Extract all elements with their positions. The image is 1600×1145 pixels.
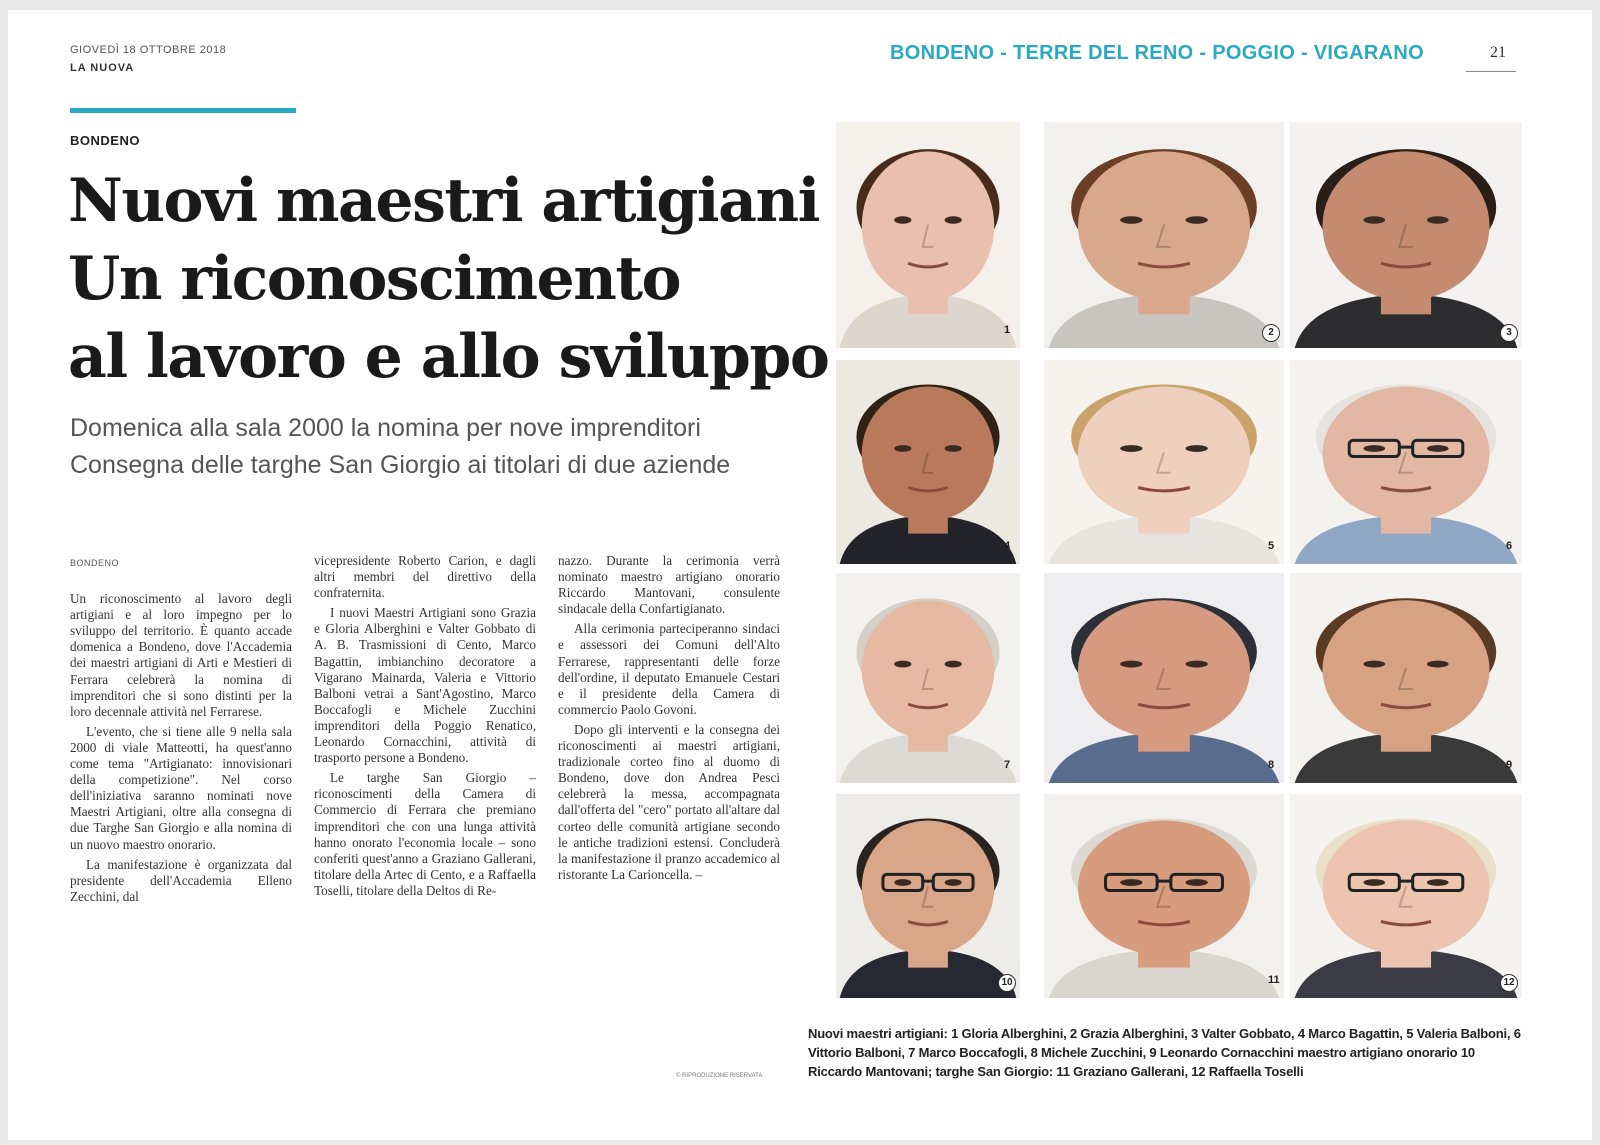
issue-date: GIOVEDÌ 18 OTTOBRE 2018 — [70, 44, 227, 56]
portrait-photo — [836, 122, 1020, 348]
paragraph: L'evento, che si tiene alle 9 nella sala 2000 di viale Matteotti, ha quest'anno come tema "Artigianato: innovisionari della competizione". Nel corso dell'iniziativa saranno nominati nove Maestri Artigiani, oltre alla consegna di due Targhe San Giorgio e alla nomina di un nuovo maestro onorario. — [70, 723, 292, 852]
portrait-image — [1044, 794, 1284, 998]
portrait-photo — [1044, 573, 1284, 783]
article-kicker: BONDENO — [70, 133, 140, 148]
article-column-3 — [558, 553, 780, 887]
article-byline: BONDENO — [70, 558, 120, 568]
portrait-number: 10 — [998, 974, 1016, 992]
headline-line: Nuovi maestri artigiani — [68, 166, 819, 236]
paragraph: Un riconoscimento al lavoro degli artigiani e al loro impegno per lo sviluppo del territorio. È quanto accade domenica a Bondeno, dove l'Accademia dei maestri artigiani di Arti e Mestieri di Ferrara celebrerà la nomina di imprenditori che si sono distinti per la loro decennale attività nel Ferrarese. — [70, 591, 292, 719]
portrait-photo — [836, 794, 1020, 998]
copyright-credit: © RIPRODUZIONE RISERVATA — [676, 1073, 763, 1079]
portrait-photo — [1290, 573, 1522, 783]
paragraph: nazzo. Durante la cerimonia verrà nominato maestro artigiano onorario Riccardo Mantovani, consulente sindacale della Confartigianato. — [558, 553, 780, 617]
accent-bar — [70, 108, 296, 113]
article-headline — [68, 162, 828, 396]
portrait-image — [836, 794, 1020, 998]
portrait-photo — [836, 360, 1020, 564]
article-subheadline — [70, 410, 810, 484]
headline-line: Un riconoscimento — [68, 244, 681, 314]
portrait-number: 1 — [1004, 324, 1011, 336]
portrait-number: 3 — [1500, 324, 1518, 342]
page-number: 21 — [1490, 44, 1506, 61]
paragraph: I nuovi Maestri Artigiani sono Grazia e Gloria Alberghini e Valter Gobbato di A. B. Trasmissioni di Cento, Marco Bagattin, imbianchino decoratore a Vigarano Mainarda, Valeria e Vittorio Balboni vetrai a Sant'Agostino, Marco Boccafogli e Michele Zucchini imprenditori della Poggio Renatico, Leonardo Cornacchini, attività di trasporto persone a Bondeno. — [314, 605, 536, 766]
paragraph: vicepresidente Roberto Carion, e dagli altri membri del direttivo della confraternita. — [314, 553, 536, 601]
portrait-number: 9 — [1506, 759, 1513, 771]
portrait-image — [1044, 122, 1284, 348]
portrait-number: 2 — [1262, 324, 1280, 342]
paragraph: La manifestazione è organizzata dal presidente dell'Accademia Elleno Zecchini, dal — [70, 856, 292, 904]
portrait-number: 7 — [1004, 759, 1011, 771]
paragraph: Alla cerimonia parteciperanno sindaci e assessori dei Comuni dell'Alto Ferrarese, rappresentanti delle forze dell'ordine, il deputato Emanuele Cestari e il presidente della Camera di commercio Paolo Govoni. — [558, 621, 780, 717]
portrait-image — [1290, 573, 1522, 783]
portrait-photo — [1044, 360, 1284, 564]
headline-line: al lavoro e allo sviluppo — [68, 322, 829, 392]
portrait-number: 8 — [1268, 759, 1275, 771]
portrait-number: 12 — [1500, 974, 1518, 992]
portrait-photo — [1290, 794, 1522, 998]
article-column-1 — [70, 555, 292, 909]
portrait-image — [1290, 122, 1522, 348]
newspaper-name: LA NUOVA — [70, 62, 135, 74]
portrait-photo — [1044, 122, 1284, 348]
paragraph: Dopo gli interventi e la consegna dei riconoscimenti ai maestri artigiani, tradizionale corteo fino al duomo di Bondeno, dove don Andrea Pesci celebrerà la messa, accompagnata dall'offerta del "cero" portato all'altare dal corteo delle comunità artigiane secondo le antiche tradizioni estensi. Concluderà la manifestazione il pranzo accademico al ristorante La Carioncella. – — [558, 721, 780, 882]
portrait-photo — [1044, 794, 1284, 998]
header-rule — [1466, 71, 1516, 72]
portrait-image — [836, 122, 1020, 348]
portrait-image — [836, 360, 1020, 564]
portrait-number: 4 — [1004, 540, 1011, 552]
portrait-image — [1290, 360, 1522, 564]
portrait-image — [836, 573, 1020, 783]
portrait-image — [1044, 573, 1284, 783]
subhead-line: Consegna delle targhe San Giorgio ai titolari di due aziende — [70, 451, 731, 479]
newspaper-page — [8, 10, 1592, 1140]
portrait-photo — [1290, 360, 1522, 564]
portrait-number: 11 — [1268, 974, 1280, 986]
portrait-photo — [1290, 122, 1522, 348]
portrait-number: 5 — [1268, 540, 1275, 552]
portrait-number: 6 — [1506, 540, 1513, 552]
portrait-photo — [836, 573, 1020, 783]
photo-caption: Nuovi maestri artigiani: 1 Gloria Alberghini, 2 Grazia Alberghini, 3 Valter Gobbato, 4 Marco Bagattin, 5 Valeria Balboni, 6 Vittorio Balboni, 7 Marco Boccafogli, 8 Michele Zucchini, 9 Leonardo Cornacchini maestro artigiano onorario 10 Riccardo Mantovani; targhe San Giorgio: 11 Graziano Gallerani, 12 Raffaella Toselli — [808, 1026, 1521, 1079]
article-column-2 — [314, 553, 536, 903]
section-header: BONDENO - TERRE DEL RENO - POGGIO - VIGARANO — [890, 42, 1424, 64]
portrait-image — [1290, 794, 1522, 998]
subhead-line: Domenica alla sala 2000 la nomina per nove imprenditori — [70, 414, 701, 442]
portrait-image — [1044, 360, 1284, 564]
paragraph: Le targhe San Giorgio – riconoscimenti della Camera di Commercio di Ferrara che premiano imprenditori che con una lunga attività hanno onorato l'economia locale – sono conferiti quest'anno a Graziano Gallerani, titolare della Artec di Cento, e a Raffaella Toselli, titolare della Deltos di Re- — [314, 770, 536, 898]
